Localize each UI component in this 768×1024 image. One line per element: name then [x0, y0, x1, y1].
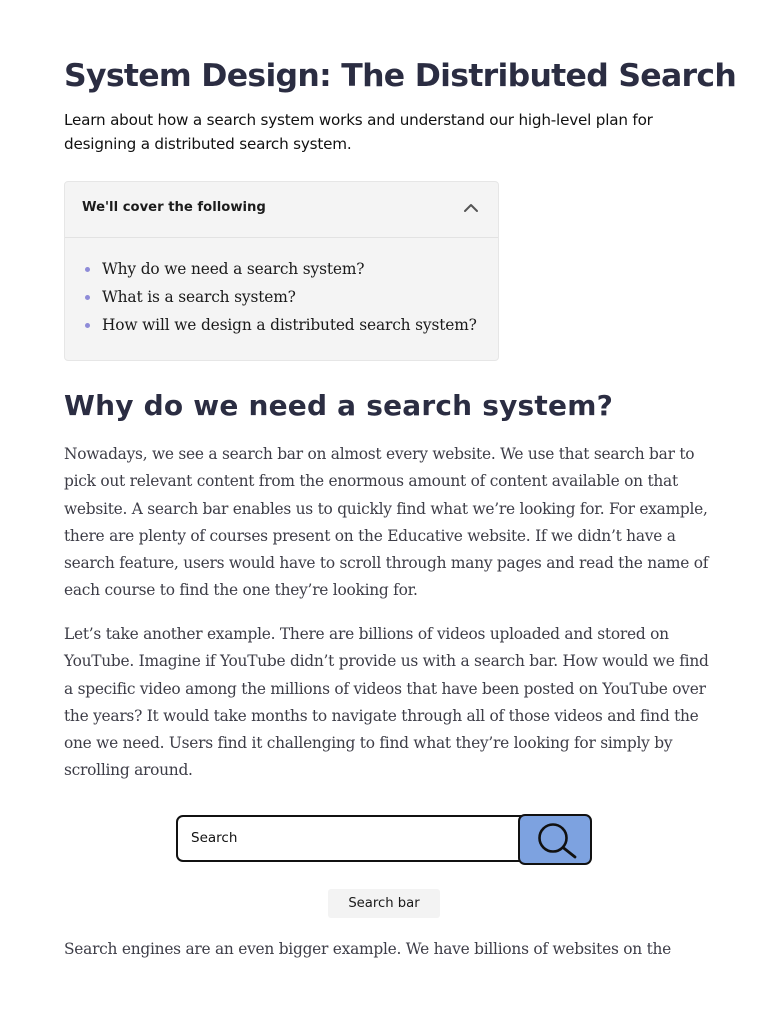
toc-list	[85, 255, 477, 339]
search-field-text: Search	[191, 830, 238, 846]
toc-item-why-search[interactable]	[85, 255, 477, 283]
toc-item-what-is-search[interactable]	[85, 283, 477, 311]
figure-caption: Search bar	[328, 889, 440, 918]
search-button-illustration	[518, 814, 592, 865]
toc-item-how-design[interactable]	[85, 311, 477, 339]
toc-item-label: How will we design a distributed search system?	[102, 316, 477, 334]
bullet-icon	[85, 323, 90, 328]
chevron-up-icon[interactable]	[462, 201, 480, 215]
page-subtitle: Learn about how a search system works and understand our high-level plan for designing a distributed search system.	[64, 111, 653, 153]
bullet-icon	[85, 267, 90, 272]
toc-item-label: Why do we need a search system?	[102, 260, 365, 278]
toc-toggle[interactable]	[65, 182, 498, 238]
paragraph: Nowadays, we see a search bar on almost every website. We use that search bar to pick out relevant content from the enormous amount of content available on that website. A search bar enables us to quickly find what we’re looking for. For example, there are plenty of courses present on the Educative website. If we didn’t have a search feature, users would have to scroll through many pages and read the name of each course to find the one they’re looking for.	[64, 445, 709, 600]
paragraph: Let’s take another example. There are billions of videos uploaded and stored on YouTube. Imagine if YouTube didn’t provide us with a search bar. How would we find a specific video among the millions of videos that have been posted on YouTube over the years? It would take months to navigate through all of those videos and find the one we need. Users find it challenging to find what they’re looking for simply by scrolling around.	[64, 625, 709, 780]
section-heading: Why do we need a search system?	[64, 389, 614, 422]
paragraph: Search engines are an even bigger example. We have billions of websites on the	[64, 940, 672, 958]
toc-header-label: We'll cover the following	[82, 200, 266, 215]
magnifier-icon	[534, 820, 580, 862]
page-title: System Design: The Distributed Search	[64, 58, 737, 94]
bullet-icon	[85, 295, 90, 300]
toc-item-label: What is a search system?	[102, 288, 296, 306]
search-bar-illustration	[176, 814, 592, 865]
table-of-contents	[64, 181, 499, 361]
